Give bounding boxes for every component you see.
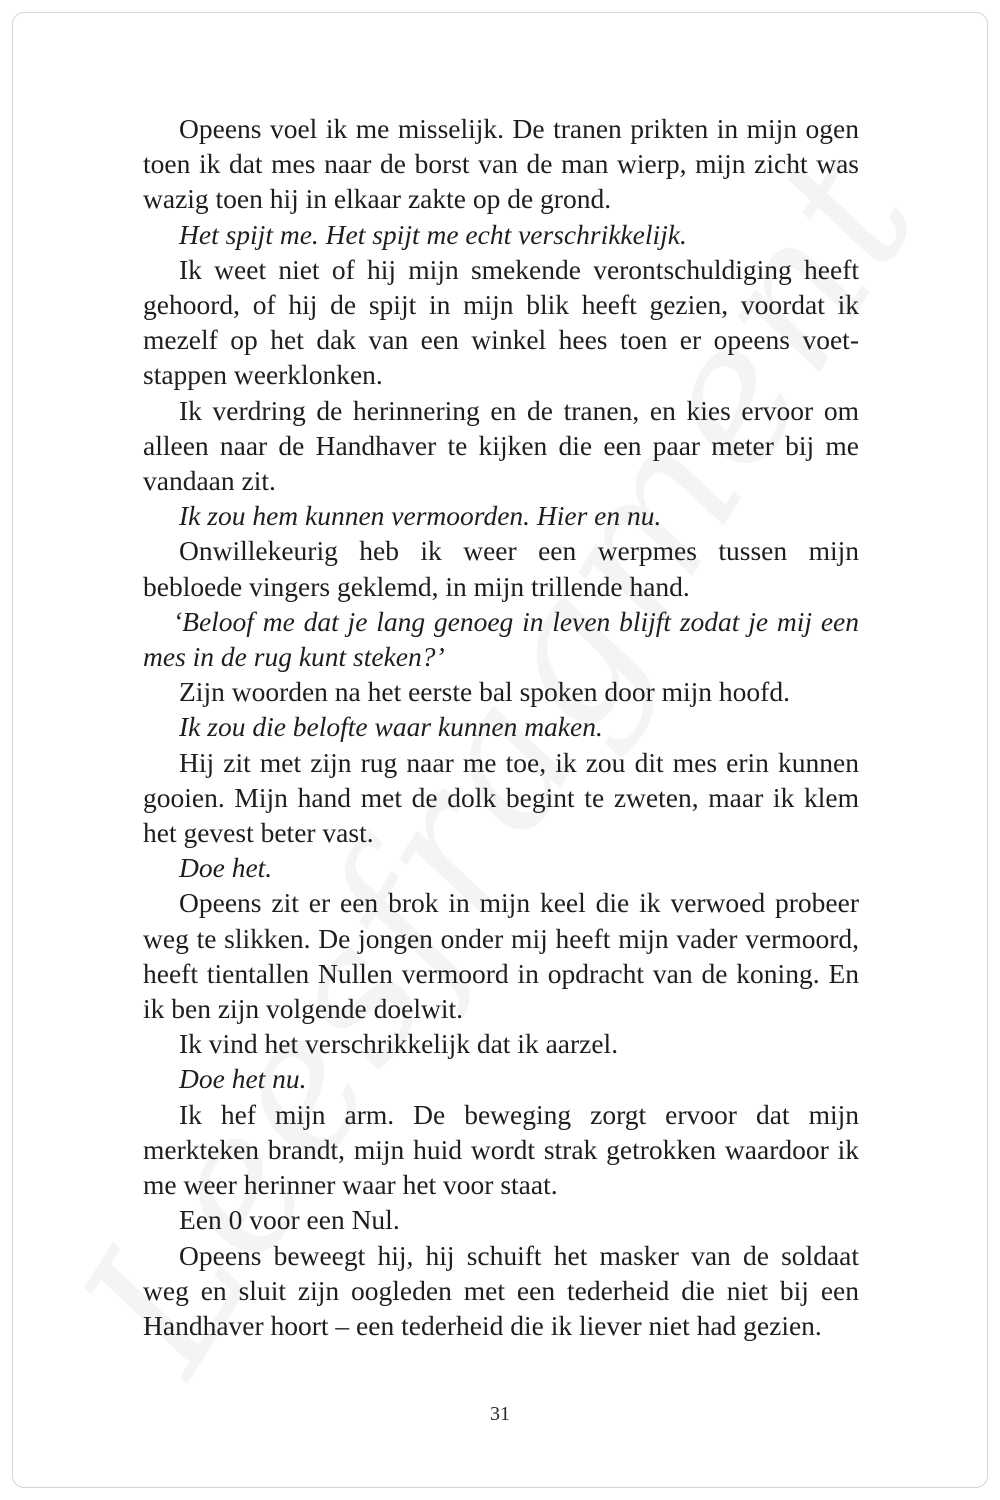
paragraph: Opeens voel ik me misselijk. De tranen prikten in mijn ogen toen ik dat mes naar de borst van de man wierp, mijn zicht was wazig toen hij in elkaar zakte op de grond. [143, 113, 859, 215]
paragraph: Opeens beweegt hij, hij schuift het masker van de soldaat weg en sluit zijn oogleden met een tederheid die niet bij een Handhaver hoort – een tederheid die ik liever niet had gezien. [143, 1239, 859, 1341]
paragraph: Opeens zit er een brok in mijn keel die ik verwoed probeer weg te slikken. De jongen onder mij heeft mijn vader vermoord, heeft tientallen Nullen vermoord in opdracht van de koning. En ik ben zijn volgende doelwit. [143, 887, 859, 1025]
paragraph: Ik vind het verschrikkelijk dat ik aarzel. [179, 1028, 619, 1060]
paragraph-italic: ‘Beloof me dat je lang genoeg in leven blijft zodat je mij een mes in de rug kunt steken?’ [143, 605, 859, 673]
paragraph-italic: Het spijt me. Het spijt me echt verschrikkelijk. [179, 218, 687, 250]
paragraph-italic: Doe het nu. [179, 1063, 307, 1095]
paragraph: Ik hef mijn arm. De beweging zorgt ervoor dat mijn merkteken brandt, mijn huid wordt strak getrokken waardoor ik me weer herinner waar het voor staat. [143, 1098, 859, 1201]
paragraph-italic: Ik zou die belofte waar kunnen maken. [179, 711, 603, 743]
paragraph-italic: Doe het. [179, 852, 273, 884]
paragraph: Zijn woorden na het eerste bal spoken door mijn hoofd. [179, 676, 790, 708]
paragraph: Ik weet niet of hij mijn smekende verontschuldiging heeft gehoord, of hij de spijt in mijn blik heeft gezien, voordat ik mezelf op het dak van een winkel hees toen er opeens voetstappen weerklonken. [143, 253, 859, 391]
body-text [143, 111, 859, 1343]
paragraph: Ik verdring de herinnering en de tranen, en kies ervoor om alleen naar de Handhaver te kijken die een paar meter bij me vandaan zit. [143, 394, 859, 497]
paragraph: Een 0 voor een Nul. [179, 1204, 400, 1236]
paragraph: Onwillekeurig heb ik weer een werpmes tussen mijn bebloede vingers geklemd, in mijn trillende hand. [143, 535, 859, 602]
page-number: 31 [490, 1403, 510, 1425]
paragraph-italic: Ik zou hem kunnen vermoorden. Hier en nu. [179, 500, 662, 532]
paragraph: Hij zit met zijn rug naar me toe, ik zou dit mes erin kunnen gooien. Mijn hand met de dolk begint te zweten, maar ik klem het gevest beter vast. [143, 746, 859, 849]
